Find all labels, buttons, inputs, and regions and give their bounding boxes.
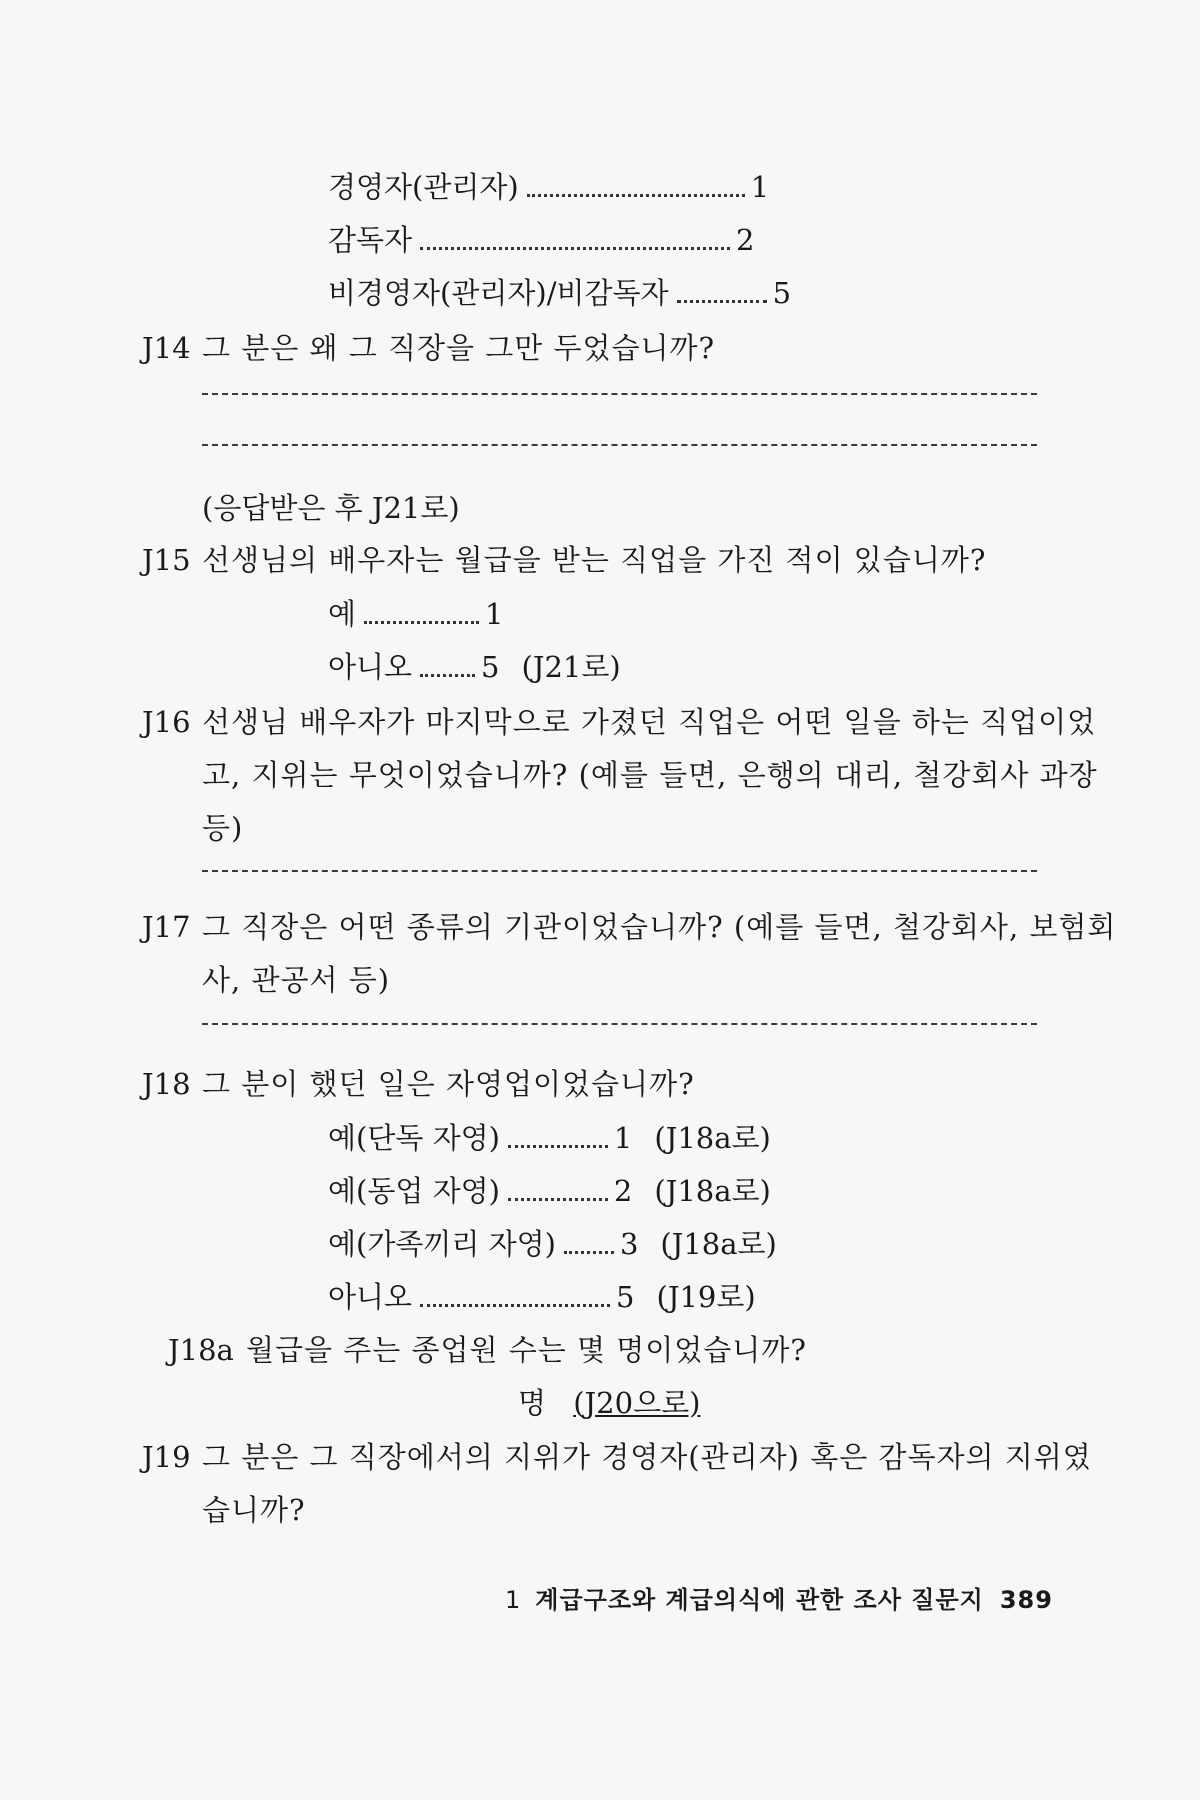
skip-note: (응답받은 후 J21로): [202, 491, 460, 525]
option-manager: 경영자(관리자) 1: [328, 170, 770, 204]
question-text: 그 분이 했던 일은 자영업이었습니까?: [202, 1067, 695, 1101]
option-supervisor: 감독자 2: [328, 223, 755, 257]
option-family-business: 예(가족끼리 자영) 3 (J18a로): [328, 1227, 777, 1261]
page-number: 389: [999, 1586, 1053, 1614]
option-yes: 예 1: [328, 597, 504, 631]
question-j17: [142, 905, 1116, 946]
leader-dots: [527, 194, 745, 197]
leader-dots: [420, 674, 475, 677]
leader-dots: [508, 1198, 608, 1201]
answer-line: [202, 870, 1037, 872]
question-j14: [142, 326, 715, 367]
chapter-number: 1: [505, 1586, 522, 1614]
skip-instruction: (J20으로): [573, 1386, 701, 1420]
employee-count-answer: [518, 1381, 700, 1422]
question-text-continued: 등): [202, 811, 244, 845]
leader-dots: [508, 1145, 608, 1148]
leader-dots: [564, 1251, 614, 1254]
question-j16: [142, 700, 1096, 741]
unit-label: 명: [518, 1386, 547, 1420]
question-number: J17: [142, 910, 191, 944]
answer-line: [202, 393, 1037, 395]
question-number: J18: [142, 1067, 191, 1101]
option-non-manager: 비경영자(관리자)/비감독자 5: [328, 276, 792, 310]
question-j19: [142, 1435, 1092, 1476]
question-number: J18a: [168, 1333, 234, 1367]
option-partnership: 예(동업 자영) 2 (J18a로): [328, 1174, 771, 1208]
question-j18: [142, 1062, 695, 1103]
answer-line: [202, 444, 1037, 446]
option-no: 아니오 5 (J21로): [328, 650, 621, 684]
question-j18a: [168, 1328, 807, 1369]
question-text: 그 분은 왜 그 직장을 그만 두었습니까?: [202, 331, 716, 365]
question-text: 월급을 주는 종업원 수는 몇 명이었습니까?: [246, 1333, 807, 1367]
question-text: 선생님 배우자가 마지막으로 가졌던 직업은 어떤 일을 하는 직업이었: [202, 705, 1097, 739]
leader-dots: [420, 1304, 610, 1307]
chapter-title: 계급구조와 계급의식에 관한 조사 질문지: [535, 1586, 984, 1614]
leader-dots: [420, 247, 730, 250]
question-number: J15: [142, 543, 191, 577]
question-text-continued: 사, 관공서 등): [202, 963, 391, 997]
answer-line: [202, 1023, 1037, 1025]
question-number: J16: [142, 705, 191, 739]
question-number: J14: [142, 331, 191, 365]
question-number: J19: [142, 1440, 191, 1474]
leader-dots: [677, 300, 767, 303]
question-text-continued: 습니까?: [202, 1493, 306, 1527]
question-text: 그 직장은 어떤 종류의 기관이었습니까? (예를 들면, 철강회사, 보험회: [202, 910, 1117, 944]
leader-dots: [364, 621, 479, 624]
page-footer: [505, 1580, 1053, 1615]
question-text-continued: 고, 지위는 무엇이었습니까? (예를 들면, 은행의 대리, 철강회사 과장: [202, 758, 1098, 792]
question-j15: [142, 538, 986, 579]
option-no: 아니오 5 (J19로): [328, 1280, 756, 1314]
option-sole-proprietor: 예(단독 자영) 1 (J18a로): [328, 1121, 771, 1155]
question-text: 그 분은 그 직장에서의 지위가 경영자(관리자) 혹은 감독자의 지위였: [202, 1440, 1092, 1474]
question-text: 선생님의 배우자는 월급을 받는 직업을 가진 적이 있습니까?: [202, 543, 987, 577]
